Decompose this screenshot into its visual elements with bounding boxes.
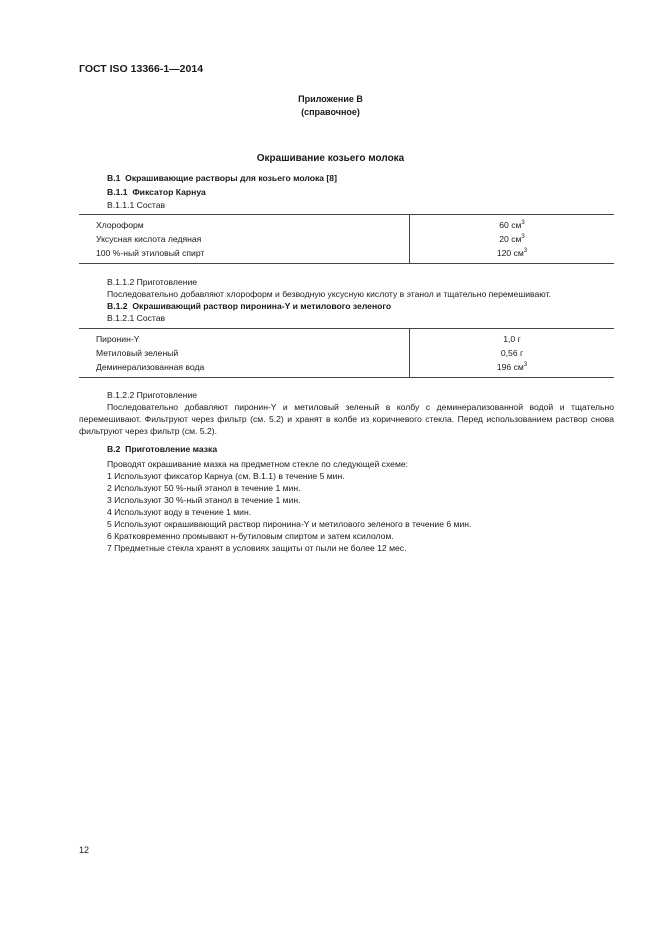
component-name: Деминерализованная вода	[79, 360, 410, 378]
component-name: Пиронин-Y	[79, 329, 410, 347]
procedure-step: 4 Используют воду в течение 1 мин.	[107, 507, 252, 517]
composition-table-carnoy	[79, 214, 614, 264]
section-b112-label: В.1.1.2 Приготовление	[107, 277, 198, 287]
procedure-step: 3 Используют 30 %-ный этанол в течение 1 мин.	[107, 495, 301, 505]
component-amount: 1,0 г	[503, 334, 521, 344]
procedure-step: 7 Предметные стекла хранят в условиях защиты от пыли не более 12 мес.	[107, 543, 407, 553]
section-b2-intro: Проводят окрашивание мазка на предметном стекле по следующей схеме:	[107, 459, 409, 469]
component-name: Уксусная кислота ледяная	[79, 232, 410, 246]
section-b11-heading	[107, 186, 206, 198]
annex-title: Приложение В	[298, 94, 363, 104]
section-number: В.1.2	[107, 301, 128, 311]
annex-subtitle: (справочное)	[301, 107, 360, 117]
table-row	[79, 360, 614, 378]
section-title: Окрашивающие растворы для козьего молока [8]	[125, 173, 337, 183]
section-b111-label: В.1.1.1 Состав	[107, 200, 166, 210]
section-b121-label: В.1.2.1 Состав	[107, 313, 166, 323]
section-number: В.1	[107, 173, 121, 183]
section-title: Фиксатор Карнуа	[132, 187, 206, 197]
component-amount: 120 $см^3$	[496, 248, 528, 258]
composition-table-pyronin	[79, 328, 614, 378]
section-title: Приготовление мазка	[125, 444, 218, 454]
table-row	[79, 329, 614, 347]
component-name: Метиловый зеленый	[79, 346, 410, 360]
component-amount: 20 $см^3$	[499, 234, 525, 244]
procedure-step: 5 Используют окрашивающий раствор пиронина-Y и метилового зеленого в течение 6 мин.	[107, 519, 472, 529]
procedure-step: 2 Используют 50 %-ный этанол в течение 1 мин.	[107, 483, 301, 493]
table-row	[79, 232, 614, 246]
component-amount: 60 $см^3$	[499, 220, 525, 230]
table-row	[79, 246, 614, 264]
section-b122-text: Последовательно добавляют пиронин-Y и метиловый зеленый в колбу с деминерализованной водой и тщательно перемешивают. Фильтруют через фильтр (см. 5.2) и хранят в колбе из коричневого стекла. Перед использованием раствор снова фильтруют через фильтр (см. 5.2).	[79, 402, 614, 437]
procedure-step: 6 Кратковременно промывают н-бутиловым спиртом и затем ксилолом.	[107, 531, 394, 541]
page-number: 12	[79, 845, 90, 855]
document-code: ГОСТ ISO 13366-1—2014	[79, 63, 204, 75]
section-b1-heading	[107, 172, 337, 184]
procedure-step: 1 Используют фиксатор Карнуа (см. В.1.1) в течение 5 мин.	[107, 471, 345, 481]
table-row	[79, 346, 614, 360]
component-name: 100 %-ный этиловый спирт	[79, 246, 410, 264]
component-amount: 0,56 г	[500, 348, 524, 358]
section-title: Окрашивающий раствор пиронина-Y и метилового зеленого	[132, 301, 392, 311]
section-b12-heading	[107, 300, 391, 312]
section-b122-label: В.1.2.2 Приготовление	[107, 390, 198, 400]
table-row	[79, 215, 614, 233]
section-number: В.2	[107, 444, 121, 454]
section-b112-text: Последовательно добавляют хлороформ и безводную уксусную кислоту в этанол и тщательно перемешивают.	[107, 289, 551, 299]
component-amount: 196 $см^3$	[496, 362, 528, 372]
section-number: В.1.1	[107, 187, 128, 197]
component-name: Хлороформ	[79, 215, 410, 233]
main-title: Окрашивание козьего молока	[256, 153, 405, 164]
section-b2-heading	[107, 443, 217, 455]
